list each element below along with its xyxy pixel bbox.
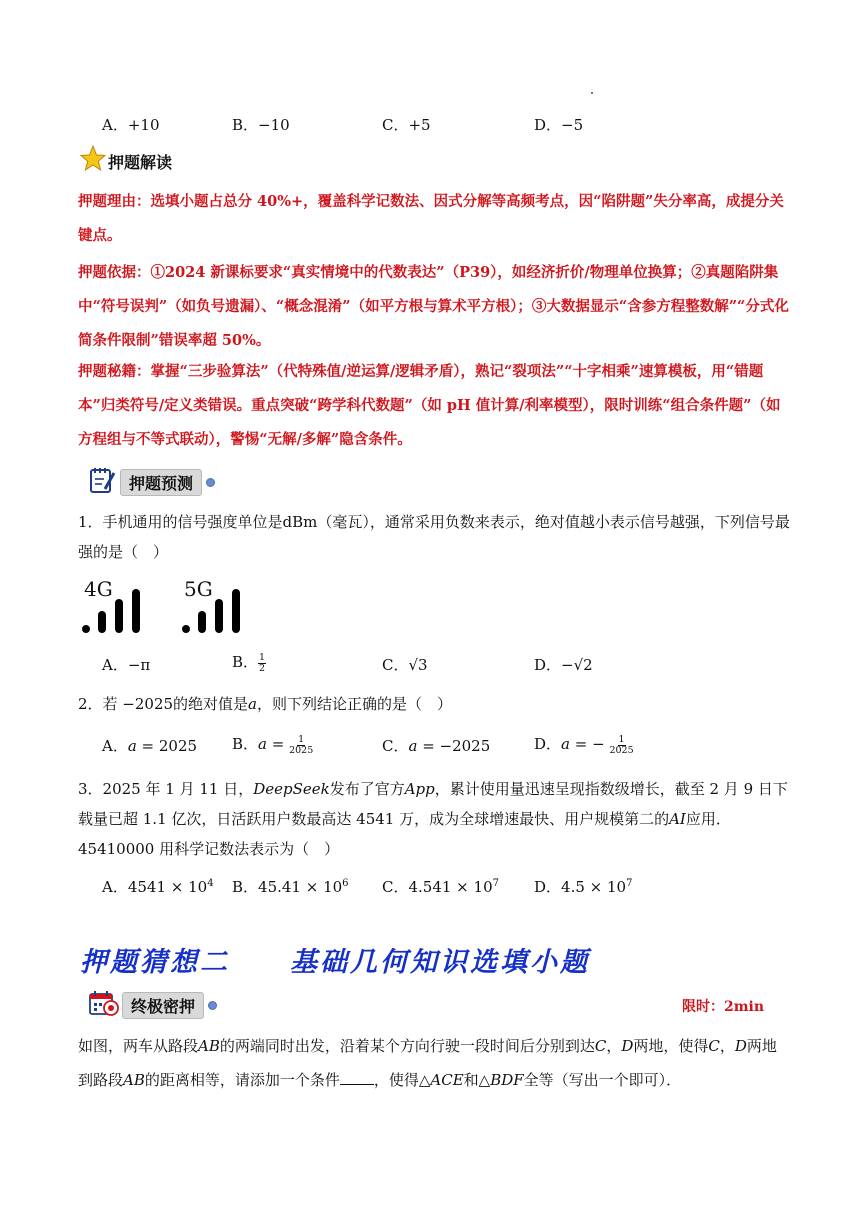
question-3-text: 3．2025 年 1 月 11 日，𝐷𝑒𝑒𝑝𝑆𝑒𝑒𝑘发布了官方𝐴𝑝𝑝，累计使用量迅速呈现指数级增长，截至 2 月 9 日下载量已超 1.1 亿次，日活跃用户数最高达 4541 万，成为全球增速最快、用户规模第二的𝐴𝐼应用．45410000 用科学记数法表示为（ ）: [78, 780, 788, 858]
analysis-reason: 押题理由：选填小题占总分 40%+，覆盖科学记数法、因式分解等高频考点，因“陷阱题”失分率高，成提分关键点。: [78, 193, 784, 244]
page-mark: [591, 92, 593, 94]
analysis-title: 押题解读: [108, 152, 173, 172]
option-c: C．+5: [382, 116, 431, 134]
banner-dot: [206, 478, 215, 487]
q1-option-d: D．−√2: [534, 656, 593, 674]
option-a: A．+10: [102, 116, 160, 134]
q3-option-a: A．$4541 \times 10^4$: [102, 878, 214, 896]
option-d: D．−5: [534, 116, 584, 134]
prediction-title: 押题预测: [120, 469, 202, 496]
q1-option-b: B． $\frac{1}{2}$: [232, 651, 266, 674]
q3-option-c: C．$4.541 \times 10^7$: [382, 878, 499, 896]
notebook-pen-icon: [88, 465, 118, 499]
q3-option-d: D．$4.5 \times 10^7$: [534, 878, 633, 896]
option-b: B．−10: [232, 116, 290, 134]
final-badge: 终极密押: [122, 992, 204, 1019]
question-2-text: 2．若 −2025的绝对值是𝑎，则下列结论正确的是（ ）: [78, 695, 452, 713]
calendar-target-icon: [88, 988, 120, 1022]
q1-option-c: C．√3: [382, 656, 428, 674]
q2-option-d: D．𝑎 = − $\frac{1}{2025}$: [534, 733, 634, 756]
signal-label-5g: 5G: [184, 577, 213, 601]
q1-option-a: A．−π: [102, 656, 151, 674]
time-limit: 限时：2min: [682, 999, 765, 1015]
question-1-text: 1．手机通用的信号强度单位是dBm（毫瓦），通常采用负数来表示，绝对值越小表示信号越强，下列信号最强的是（ ）: [78, 513, 790, 561]
banner-dot-2: [208, 1001, 217, 1010]
q2-option-b: B．𝑎 = $\frac{1}{2025}$: [232, 733, 314, 756]
answer-blank[interactable]: [340, 1072, 374, 1085]
q2-option-c: C．𝑎 = −2025: [382, 737, 491, 755]
q3-option-b: B．$45.41 \times 10^6$: [232, 878, 349, 896]
analysis-tips: 押题秘籍：掌握“三步验算法”（代特殊值/逆运算/逻辑矛盾），熟记“裂项法”“十字相乘”速算模板，用“错题本”归类符号/定义类错误。重点突破“跨学科代数题”（如 pH 值计算/利率模型），限时训练“组合条件题”（如方程组与不等式联动），警惕“无解/多解”隐含条件。: [78, 363, 781, 448]
analysis-basis: 押题依据：①2024 新课标要求“真实情境中的代数表达”（P39），如经济折价/物理单位换算；②真题陷阱集中“符号误判”（如负号遗漏）、“概念混淆”（如平方根与算术平方根）；③大数据显示“含参方程整数解”“分式化简条件限制”错误率超 50%。: [78, 264, 789, 349]
section-2-title: 押题猜想二 基础几何知识选填小题: [80, 947, 590, 978]
signal-label-4g: 4G: [84, 577, 113, 601]
final-banner: [88, 988, 217, 1022]
signal-bars-icon: [82, 575, 262, 635]
q2-option-a: A．𝑎 = 2025: [102, 737, 198, 755]
section-2-question: 如图，两车从路段𝐴𝐵的两端同时出发，沿着某个方向行驶一段时间后分别到达𝐶，𝐷两地，使得𝐶，𝐷两地到路段𝐴𝐵的距离相等，请添加一个条件 ，使得△𝐴𝐶𝐸和△𝐵𝐷𝐹全等（写出一个即可）．: [78, 1037, 777, 1089]
prediction-banner: [88, 465, 215, 499]
star-icon: [80, 145, 106, 177]
analysis-heading: [80, 145, 172, 177]
